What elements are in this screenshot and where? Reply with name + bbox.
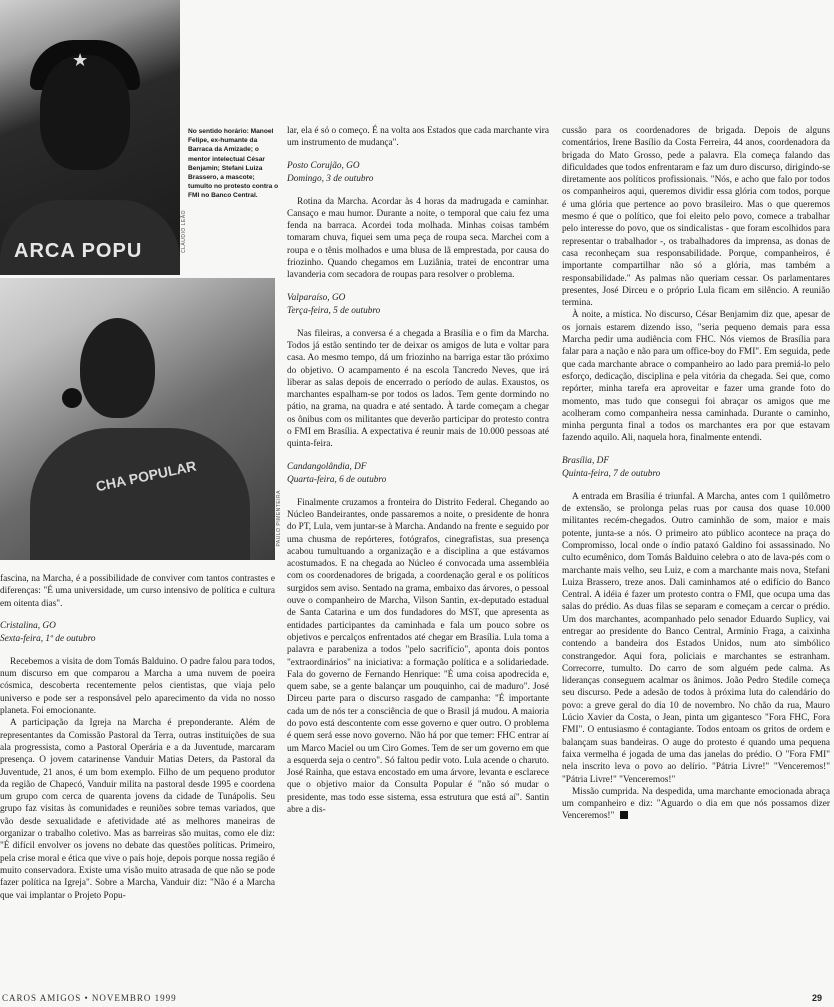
dateline-date: Terça-feira, 5 de outubro — [287, 305, 381, 316]
dateline-place: Cristalina, GO — [0, 620, 56, 631]
dateline — [0, 620, 275, 646]
portrait-head — [80, 318, 155, 418]
paragraph: Finalmente cruzamos a fronteira do Distrito Federal. Chegando ao Núcleo Bandeirantes, onde passaremos a noite, o presidente de honra do PT, Lula, vem juntar-se à Marcha. Andando na frente e seguido por uma chusma de repórteres, fotógrafos, cinegrafistas, sua presença acabou tumultuando a organização e a disciplina a que estávamos acostumados. E na chegada ao Núcleo é convocada uma assembléia com os coordenadores de brigada, a coordenação geral e os políticos surgidos sem aviso. Sentado na grama, embaixo das árvores, o pessoal ouve o companheiro de Marcha, Vilson Santin, ex-deputado estadual de Santa Catarina e um dos fundadores do MST, que apresenta as entidades participantes da caminhada e fala um pouco sobre os objetivos e percalços enfrentados até chegar em Brasília. Lula toma a palavra e parabeniza a todos "pelo sacrifício", aponta dois pontos "extraordinários" na iniciativa: a formação política e a solidariedade. Fala do governo de Fernando Henrique: "É uma coisa apodrecida e, quem sabe, se a gente balançar um pouquinho, cai de maduro". José Dirceu parte para o discurso rasgado de campanha: "É importante cada um de nós ter a consciência de que o Brasil já mudou. A maioria do povo está descontente com esse governo e quer outro. O problema é quem será esse novo governo. Não há por que temer: FHC entrar aí um Marco Maciel ou um Ciro Gomes. Tem de ser um governo em que a esquerda seja o centro". Só faltou pedir voto. Lula acende o charuto. José Rainha, que estava encostado em uma árvore, levanta e esclarece que o objetivo maior da Consulta Popular é "não só mudar o presidente, mas todo esse sistema, essa estrutura que está aí". Santin abre a dis- — [287, 497, 549, 816]
paragraph: lar, ela é só o começo. É na volta aos Estados que cada marchante vira um instrumento de mudança". — [287, 126, 549, 149]
dateline-place: Brasília, DF — [562, 455, 610, 466]
dateline-place: Valparaíso, GO — [287, 292, 346, 303]
photo-cesar-benjamin — [0, 278, 275, 560]
paragraph: cussão para os coordenadores de brigada. Depois de alguns comentários, Irene Basílio da Costa Ferreira, 44 anos, coordenadora da brigada do Mato Grosso, pede a palavra. Ela começa falando das dificuldades que todos enfrentaram e faz um duro discurso, dirigindo-se diretamente aos políticos profissionais. "Nós, e acho que falo por todos os companheiros aqui, queremos dividir essa glória com todos, porque é uma glória que pertence ao povo brasileiro. Mas o que queremos mesmo é que o político, que foi eleito pelo povo, comece a trabalhar pelo interesse do povo, que os sindicalistas - que foram escolhidos para representar o trabalhador -, os trabalhadores da imprensa, as donas de casa reconheçam sua responsabilidade. Porque, companheiros, é importante compartilhar não só a glória, mas também a responsabilidade." As palmas não queriam cessar. Os parlamentares presentes, José Dirceu e o próprio Lula ficam em silêncio. A reunião termina. — [562, 126, 830, 309]
paragraph: A participação da Igreja na Marcha é preponderante. Além de representantes da Comissão Pastoral da Terra, outras instituições de sua ala progressista, como a Pastoral Operária e a da Juventude, marcaram presença. O jovem catarinense Vanduir Matias Deters, da Pastoral da Juventude, 21 anos, é um bom exemplo. Filho de um pequeno produtor da região de Chapecó, Vanduir milita na pastoral desde 1995 e coordena um grupo com cerca de quarenta jovens da cidade de Tunápolis. Seu grupo faz visitas às comunidades e reuniões sobre temas variados, que vão desde sexualidade e afetividade até as melhores maneiras de organizar o trabalho coletivo. Mas as barreiras são muitas, como ele diz: "É difícil envolver os jovens no debate das questões políticas. Primeiro, pela crise moral e ética que vive o país hoje, depois porque nossa região é muito conservadora. Existe uma visão muito atrasada de que não se pode fazer política na Igreja". Sobre a Marcha, Vanduir diz: "Não é a Marcha que vai implantar o Projeto Popu- — [0, 718, 275, 901]
dateline — [287, 160, 549, 186]
photo-credit: PAULO PIMENTEIRA — [276, 490, 282, 547]
paragraph: A entrada em Brasília é triunfal. A Marcha, antes com 1 quilômetro de extensão, se prolonga pelas ruas por causa dos quase 10.000 militantes recém-chegados. Outro caminhão de som, maior e mais potente, junta-se a nós. O primeiro ato público acontece na praça do Compromisso, local onde o índio pataxó Galdino foi assassinado. No culto ecumênico, dom Tomás Balduino celebra o ato de lava-pés com o marchante mais velho, seu Luiz, e com a marchante mais nova, Stefani Luiza Brassero, treze anos. Dali caminhamos até o edifício do Banco Central. A idéia é fazer um protesto contra o FMI, que ocupa uma das salas do prédio. As duas filas se separam e começam a cercar o prédio. Um dos marchantes, acompanhado pelo senador Eduardo Suplicy, vai entregar ao presidente do Banco Central, Armínio Fraga, a caixinha contendo a bandeira dos Estados Unidos, num ato simbólico constrangedor. Aqui fora, policiais e marchantes se estranham. Correcorre, tumulto. Do carro de som alguém pede calma. As lideranças conseguem acalmar os ânimos. João Pedro Stedile começa seu discurso. Pede a adesão de todos à próxima luta do calendário do povo: a greve geral do dia 10 de novembro. No chão da rua, Mauro Lúcio Xavier da Costa, o Jean, pinta um gigantesco "Fora FHC, Fora FMI". O entusiasmo é contagiante. Todos entoam os gritos de ordem e balançam suas bandeiras. O auge do protesto é quando uma pequena faixa vermelha é jogada de uma das janelas do prédio. O "Fora FMI" nela inscrito leva o povo ao delírio. "Pátria Livre!" "Venceremos!" "Pátria Livre!" "Venceremos!" — [562, 491, 830, 785]
paragraph: Rotina da Marcha. Acordar às 4 horas da madrugada e caminhar. Cansaço e mau humor. Durante a noite, o temporal que caiu fez uma fenda na barraca. Acordei toda molhada. Minhas coisas também tomaram chuva, fiquei sem uma peça de roupa seca. Marchei com a roupa e o tênis molhados e uma blusa de lã emprestada, por causa do friozinho. Quando chegamos em Luziânia, tratei de encontrar uma lavanderia com secadora de roupas para resolver o problema. — [287, 196, 549, 281]
paragraph-final — [562, 786, 830, 823]
photo-credit: CLÁUDIO LEÃO — [181, 210, 187, 253]
paragraph-text: Missão cumprida. Na despedida, uma marchante emocionada abraça um companheiro e diz: "Aguardo o dia em que nós possamos dizer Venceremos!" — [562, 786, 830, 822]
dateline — [287, 461, 549, 487]
page-number: 29 — [811, 993, 822, 1003]
dateline — [287, 292, 549, 318]
microphone-icon — [62, 388, 82, 408]
article-column-3 — [562, 125, 830, 823]
paragraph: Recebemos a visita de dom Tomás Balduino. O padre falou para todos, num discurso em que comparou a Marcha a uma nuvem de poeira cósmica, descoberta recentemente pelos cientistas, que viaja pelo universo e pode ser a responsável pelo aparecimento da vida no nosso planeta. Foi emocionante. — [0, 656, 275, 717]
photo-caption: No sentido horário: Manoel Felipe, ex-humante da Barraca da Amizade; o mentor intelectual César Benjamin; Stefani Luiza Brassero, a mascote; tumulto no protesto contra o FMI no Banco Central. — [188, 128, 279, 200]
dateline-date: Sexta-feira, 1º de outubro — [0, 633, 96, 644]
end-of-article-mark — [620, 811, 628, 819]
portrait-body — [30, 428, 250, 560]
portrait-head — [40, 55, 130, 170]
footer-publication: CAROS AMIGOS • NOVEMBRO 1999 — [2, 993, 177, 1003]
shirt-print: ARCA POPU — [14, 240, 143, 262]
dateline-date: Domingo, 3 de outubro — [287, 173, 374, 184]
dateline-place: Candangolândia, DF — [287, 461, 367, 472]
shirt — [0, 200, 180, 275]
article-column-2 — [287, 125, 549, 816]
photo-manoel-felipe — [0, 0, 180, 275]
shirt-print: CHA POPULAR — [94, 457, 198, 495]
paragraph: Nas fileiras, a conversa é a chegada a Brasília e o fim da Marcha. Todos já estão sentindo ter de deixar os amigos de luta e voltar para casa. Ao mesmo tempo, dá um friozinho na barriga estar tão próximo do objetivo. O acampamento é na escola Tancredo Neves, que irá liberar as salas depois de encerrado o período de aulas. Exaustos, os marchantes espalham-se por todos os lados. Tem gente dormindo no pátio, na grama, na quadra e até sentado. À tarde começam a chegar os ônibus com os militantes que deverão participar do protesto contra o FMI em Brasília. A expectativa é reunir mais de 10.000 pessoas até quinta-feira. — [287, 328, 549, 450]
article-column-1 — [0, 573, 275, 902]
dateline-date: Quinta-feira, 7 de outubro — [562, 468, 661, 479]
dateline-place: Posto Corujão, GO — [287, 160, 360, 171]
dateline — [562, 455, 830, 481]
paragraph: À noite, a mística. No discurso, César Benjamim diz que, apesar de os jornais estarem dizendo isso, "seria pequeno demais para essa Marcha pedir uma audiência com FHC. Nós viemos de Brasília para falar para a nação e não para um office-boy do FMI". Em seguida, pede que cada marchante abrace o companheiro ao lado para premiá-lo pelo esforço, dedicação, disciplina e pela vitória da chegada. Sei que, como repórter, minha tarefa era aproveitar e fazer uma grande foto do momento, mas tudo que consegui foi abraçar os amigos que me acolheram como companheira nessa caminhada. Durante o caminho, minha pergunta final a todos os marchantes era por que estavam fazendo aquilo. Ali, naquela hora, finalmente entendi. — [562, 310, 830, 444]
dateline-date: Quarta-feira, 6 de outubro — [287, 474, 387, 485]
paragraph: fascina, na Marcha, é a possibilidade de conviver com tantos contrastes e diferenças: "É uma universidade, um curso intensivo de política e cultura em oitenta dias". — [0, 574, 275, 609]
star-icon: ★ — [72, 50, 89, 70]
